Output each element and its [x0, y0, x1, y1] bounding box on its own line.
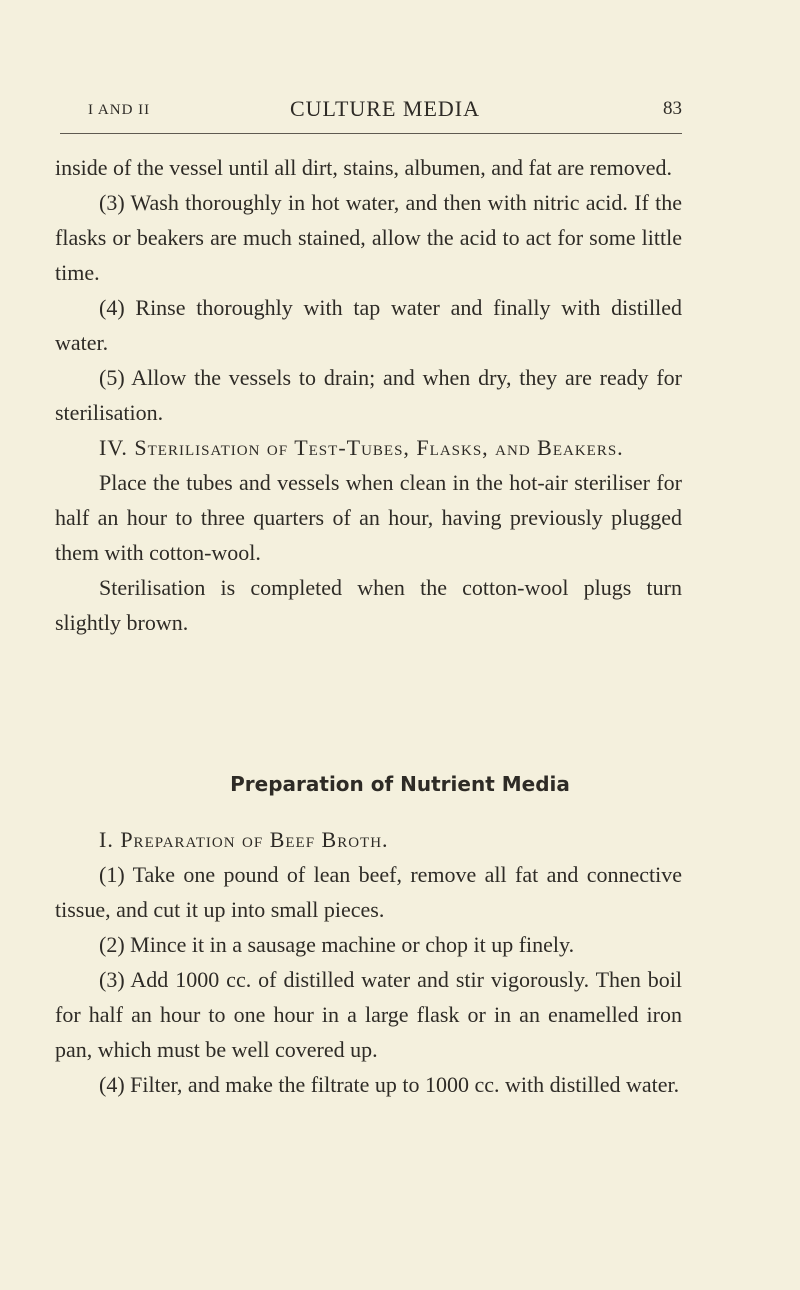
running-head [88, 96, 682, 130]
paragraph-broth-step-3: (3) Add 1000 cc. of distilled water and stir vigorously. Then boil for half an hour to one hour in a large flask or in an enamelled iron pan, which must be well covered up. [55, 967, 682, 1062]
paragraph-continued: inside of the vessel until all dirt, stains, albumen, and fat are removed. [55, 155, 673, 180]
text-block-cleaning [55, 150, 682, 640]
section-heading-i: I. Preparation of Beef Broth. [99, 827, 389, 852]
paragraph-step-4: (4) Rinse thoroughly with tap water and finally with distilled water. [55, 295, 682, 355]
running-head-title: CULTURE MEDIA [289, 96, 481, 121]
section-heading-iv: IV. Sterilisation of Test-Tubes, Flasks, and Beakers. [99, 435, 624, 460]
paragraph-broth-step-2: (2) Mince it in a sausage machine or chop it up finely. [99, 932, 575, 957]
paragraph-step-3: (3) Wash thoroughly in hot water, and then with nitric acid. If the flasks or beakers are much stained, allow the acid to act for some little time. [55, 190, 682, 285]
running-head-chapter: I AND II [88, 102, 151, 118]
section-heading-nutrient-media: Preparation of Nutrient Media [230, 772, 570, 796]
page-number: 83 [663, 98, 682, 119]
header-rule [60, 133, 682, 134]
paragraph-step-5: (5) Allow the vessels to drain; and when dry, they are ready for sterilisation. [55, 365, 682, 425]
paragraph-broth-step-4: (4) Filter, and make the filtrate up to 1000 cc. with distilled water. [99, 1072, 680, 1097]
paragraph-sterilisation-complete: Sterilisation is completed when the cotton-wool plugs turn slightly brown. [55, 575, 682, 635]
paragraph-sterilise: Place the tubes and vessels when clean in the hot-air steriliser for half an hour to three quarters of an hour, having previously plugged them with cotton-wool. [55, 470, 682, 565]
paragraph-broth-step-1: (1) Take one pound of lean beef, remove all fat and connective tissue, and cut it up into small pieces. [55, 862, 682, 922]
text-block-beef-broth [55, 822, 682, 1102]
